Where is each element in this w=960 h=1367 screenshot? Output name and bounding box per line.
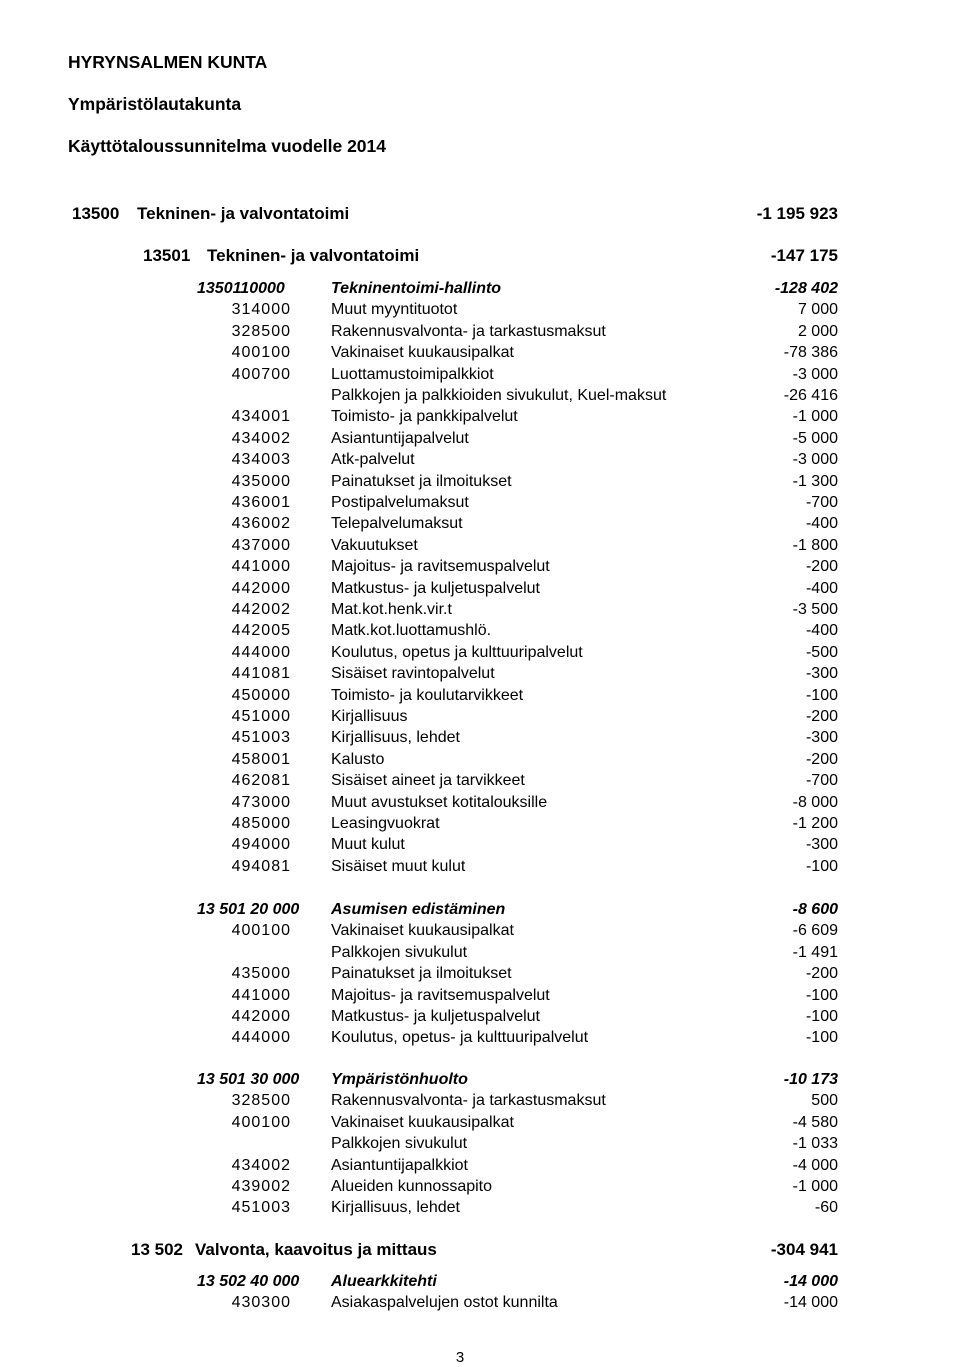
budget-row [0, 621, 960, 641]
account-code: 494000 [231, 836, 291, 854]
account-description: Palkkojen ja palkkioiden sivukulut, Kuel-maksut [331, 387, 667, 404]
account-amount: -60 [814, 1199, 838, 1217]
budget-row [0, 814, 960, 834]
budget-row [0, 343, 960, 363]
budget-row [0, 1156, 960, 1176]
account-description: Sisäiset muut kulut [331, 857, 466, 875]
cost-center-name: Tekninentoimi-hallinto [331, 280, 502, 297]
account-description: Asiantuntijapalvelut [331, 429, 469, 447]
account-amount: -1 300 [792, 472, 838, 490]
account-description: Telepalvelumaksut [331, 515, 463, 533]
account-code: 434002 [231, 1156, 291, 1174]
budget-row [0, 1028, 960, 1048]
account-amount: -300 [805, 665, 838, 683]
account-code: 328500 [231, 1092, 291, 1110]
budget-row [0, 835, 960, 855]
account-amount: -300 [805, 836, 838, 854]
account-description: Muut kulut [331, 836, 405, 854]
account-amount: -1 200 [792, 815, 838, 832]
account-amount: -1 000 [792, 408, 838, 426]
account-code: 430300 [231, 1294, 291, 1312]
page-number: 3 [455, 1349, 465, 1366]
budget-row [0, 686, 960, 706]
account-amount: -1 800 [792, 536, 838, 554]
account-amount: -500 [805, 643, 838, 661]
account-code: 441000 [231, 986, 291, 1004]
cost-center-header [0, 279, 960, 299]
account-amount: -6 609 [792, 922, 838, 940]
account-description: Painatukset ja ilmoitukset [331, 965, 512, 983]
budget-row [0, 600, 960, 620]
account-amount: -8 000 [792, 793, 838, 811]
account-description: Vakinaiset kuukausipalkat [331, 344, 514, 362]
account-code: 450000 [231, 686, 291, 704]
account-code: 441081 [231, 665, 291, 683]
account-code: 494081 [231, 857, 291, 875]
account-amount: -200 [805, 558, 838, 576]
account-code: 451003 [231, 1199, 291, 1217]
account-amount: -14 000 [783, 1294, 838, 1312]
budget-row [0, 1134, 960, 1154]
budget-row [0, 322, 960, 342]
department-code: 13500 [72, 204, 120, 223]
account-description: Painatukset ja ilmoitukset [331, 472, 512, 490]
account-description: Asiakaspalvelujen ostot kunnilta [331, 1294, 558, 1312]
account-code: 441000 [231, 558, 291, 576]
account-description: Kirjallisuus, lehdet [331, 1199, 460, 1217]
cost-center-total: -10 173 [783, 1071, 838, 1088]
unit-code: 13 502 [131, 1240, 183, 1259]
account-description: Vakinaiset kuukausipalkat [331, 922, 514, 940]
budget-row [0, 536, 960, 556]
account-code: 400100 [231, 1113, 291, 1131]
budget-row [0, 1007, 960, 1027]
account-description: Matkustus- ja kuljetuspalvelut [331, 579, 540, 597]
unit-total: -147 175 [770, 246, 838, 265]
budget-row [0, 1177, 960, 1197]
budget-row [0, 429, 960, 449]
account-amount: -200 [805, 708, 838, 725]
budget-row [0, 557, 960, 577]
account-description: Toimisto- ja pankkipalvelut [331, 408, 518, 426]
account-description: Kirjallisuus [331, 708, 408, 725]
department-total: -1 195 923 [756, 204, 838, 223]
cost-center-header [0, 1272, 960, 1292]
account-code: 400100 [231, 344, 291, 362]
account-code: 485000 [231, 815, 291, 832]
account-amount: -78 386 [783, 344, 838, 362]
plan-title: Käyttötaloussunnitelma vuodelle 2014 [68, 136, 387, 156]
cost-center-total: -8 600 [792, 901, 838, 918]
account-amount: -200 [805, 750, 838, 768]
account-description: Rakennusvalvonta- ja tarkastusmaksut [331, 1092, 606, 1110]
budget-row [0, 450, 960, 470]
account-amount: -26 416 [783, 387, 838, 404]
account-code: 442000 [231, 1008, 291, 1025]
account-amount: 7 000 [797, 301, 838, 319]
account-amount: -1 033 [792, 1135, 838, 1153]
account-description: Vakinaiset kuukausipalkat [331, 1113, 514, 1131]
budget-row [0, 1091, 960, 1111]
account-amount: -400 [805, 622, 838, 640]
account-code: 436001 [231, 494, 291, 511]
account-description: Kirjallisuus, lehdet [331, 729, 460, 747]
account-amount: -100 [805, 857, 838, 875]
account-code: 434002 [231, 429, 291, 447]
budget-row [0, 1113, 960, 1133]
cost-center-name: Ympäristönhuolto [331, 1071, 468, 1088]
account-description: Majoitus- ja ravitsemuspalvelut [331, 986, 550, 1004]
account-amount: -100 [805, 986, 838, 1004]
account-description: Rakennusvalvonta- ja tarkastusmaksut [331, 322, 606, 340]
account-description: Matkustus- ja kuljetuspalvelut [331, 1008, 540, 1025]
budget-row [0, 1198, 960, 1218]
account-description: Muut myyntituotot [331, 301, 458, 319]
account-code: 458001 [231, 750, 291, 768]
committee-title: Ympäristölautakunta [68, 94, 242, 114]
account-amount: 2 000 [797, 322, 838, 340]
account-amount: -400 [805, 579, 838, 597]
account-amount: -700 [805, 494, 838, 511]
budget-row [0, 771, 960, 791]
department-row [0, 203, 960, 225]
account-code: 442005 [231, 622, 291, 640]
budget-row [0, 407, 960, 427]
account-code: 400100 [231, 922, 291, 940]
account-description: Muut avustukset kotitalouksille [331, 793, 548, 811]
account-code: 437000 [231, 536, 291, 554]
account-amount: -400 [805, 515, 838, 533]
budget-row [0, 579, 960, 599]
account-code: 436002 [231, 515, 291, 533]
account-description: Koulutus, opetus- ja kulttuuripalvelut [331, 1029, 589, 1047]
account-amount: -100 [805, 1008, 838, 1025]
budget-row [0, 514, 960, 534]
unit-total: -304 941 [770, 1240, 838, 1259]
account-code: 400700 [231, 365, 291, 383]
unit-code: 13501 [143, 246, 191, 265]
cost-center-total: -128 402 [774, 280, 838, 297]
account-description: Palkkojen sivukulut [331, 943, 468, 961]
account-amount: -3 500 [792, 601, 838, 618]
account-description: Atk-palvelut [331, 451, 415, 469]
account-description: Matk.kot.luottamushlö. [331, 622, 492, 640]
account-code: 442000 [231, 579, 291, 597]
account-code: 473000 [231, 793, 291, 811]
account-description: Kalusto [331, 750, 385, 768]
account-description: Majoitus- ja ravitsemuspalvelut [331, 558, 550, 576]
account-description: Sisäiset aineet ja tarvikkeet [331, 772, 525, 790]
account-amount: -3 000 [792, 451, 838, 469]
account-description: Mat.kot.henk.vir.t [331, 601, 452, 618]
account-amount: -1 491 [792, 943, 838, 961]
unit-name: Tekninen- ja valvontatoimi [207, 246, 420, 265]
account-code: 451000 [231, 708, 291, 725]
account-amount: -3 000 [792, 365, 838, 383]
cost-center-header [0, 1070, 960, 1090]
account-description: Vakuutukset [331, 536, 418, 554]
budget-row [0, 365, 960, 385]
account-code: 451003 [231, 729, 291, 747]
budget-row [0, 472, 960, 492]
budget-row [0, 664, 960, 684]
cost-center-name: Aluearkkitehti [331, 1273, 437, 1290]
budget-row [0, 750, 960, 770]
account-amount: -300 [805, 729, 838, 747]
department-name: Tekninen- ja valvontatoimi [137, 204, 350, 223]
account-amount: -100 [805, 686, 838, 704]
unit-row [0, 1239, 960, 1261]
cost-center-code: 13 502 40 000 [197, 1273, 300, 1290]
account-description: Sisäiset ravintopalvelut [331, 665, 495, 683]
account-code: 444000 [231, 1029, 291, 1047]
unit-row [0, 245, 960, 267]
municipality-title: HYRYNSALMEN KUNTA [68, 52, 268, 72]
account-description: Postipalvelumaksut [331, 494, 469, 511]
budget-row [0, 943, 960, 963]
budget-row [0, 857, 960, 877]
account-amount: 500 [811, 1092, 838, 1110]
cost-center-code: 13 501 30 000 [197, 1071, 300, 1088]
budget-row [0, 707, 960, 727]
account-code: 434003 [231, 451, 291, 469]
budget-row [0, 300, 960, 320]
account-code: 444000 [231, 643, 291, 661]
account-description: Koulutus, opetus ja kulttuuripalvelut [331, 643, 583, 661]
cost-center-code: 13 501 20 000 [197, 901, 300, 918]
account-amount: -1 000 [792, 1178, 838, 1195]
budget-row [0, 986, 960, 1006]
account-description: Toimisto- ja koulutarvikkeet [331, 686, 524, 704]
account-amount: -200 [805, 965, 838, 983]
account-code: 435000 [231, 965, 291, 983]
budget-row [0, 1293, 960, 1313]
account-code: 435000 [231, 472, 291, 490]
budget-row [0, 793, 960, 813]
account-amount: -4 580 [792, 1113, 838, 1131]
account-code: 462081 [231, 772, 291, 790]
account-description: Alueiden kunnossapito [331, 1178, 493, 1195]
account-code: 434001 [231, 408, 291, 426]
account-code: 442002 [231, 601, 291, 618]
account-code: 328500 [231, 322, 291, 340]
cost-center-code: 1350110000 [197, 280, 285, 297]
account-description: Luottamustoimipalkkiot [331, 365, 494, 383]
cost-center-header [0, 900, 960, 920]
account-description: Asiantuntijapalkkiot [331, 1156, 468, 1174]
budget-row [0, 386, 960, 406]
account-description: Leasingvuokrat [331, 815, 440, 832]
account-amount: -5 000 [792, 429, 838, 447]
account-amount: -700 [805, 772, 838, 790]
account-code: 439002 [231, 1178, 291, 1195]
account-amount: -100 [805, 1029, 838, 1047]
budget-row [0, 643, 960, 663]
cost-center-total: -14 000 [783, 1273, 838, 1290]
budget-row [0, 728, 960, 748]
account-code: 314000 [231, 301, 291, 319]
budget-row [0, 964, 960, 984]
unit-name: Valvonta, kaavoitus ja mittaus [195, 1240, 437, 1259]
cost-center-name: Asumisen edistäminen [331, 901, 506, 918]
budget-row [0, 493, 960, 513]
account-description: Palkkojen sivukulut [331, 1135, 468, 1153]
account-amount: -4 000 [792, 1156, 838, 1174]
budget-row [0, 921, 960, 941]
